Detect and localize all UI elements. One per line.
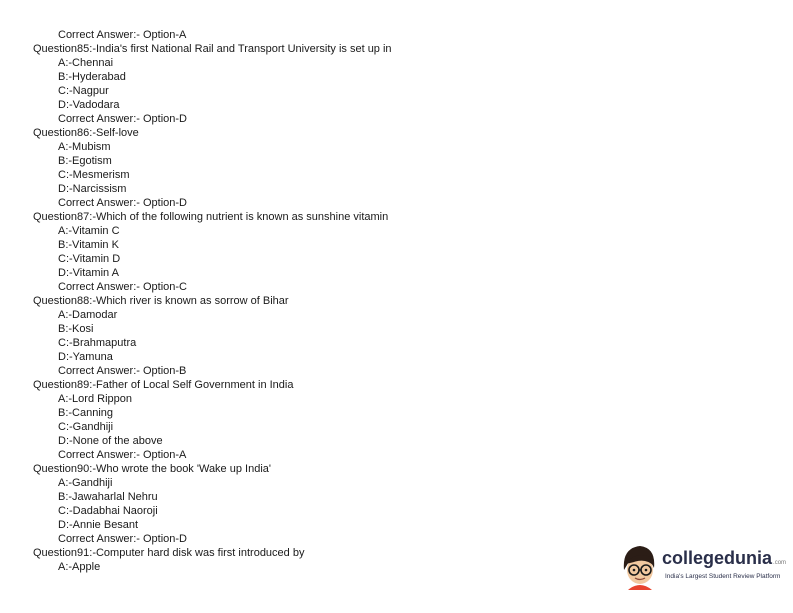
question-line: Question89:-Father of Local Self Government in India — [33, 379, 294, 391]
option-line: A:-Mubism — [58, 141, 111, 153]
option-line: C:-Gandhiji — [58, 421, 114, 433]
collegedunia-logo[interactable] — [620, 540, 787, 590]
option-line: D:-Vadodara — [58, 99, 120, 111]
question-line: Question87:-Which of the following nutrient is known as sunshine vitamin — [33, 211, 389, 223]
correct-answer-line: Correct Answer:- Option-D — [58, 113, 187, 125]
document-body — [33, 28, 593, 574]
correct-answer-line: Correct Answer:- Option-A — [58, 449, 187, 461]
option-line: A:-Lord Rippon — [58, 393, 132, 405]
option-line: D:-Narcissism — [58, 183, 127, 195]
correct-answer-line: Correct Answer:- Option-D — [58, 533, 187, 545]
brand-name: collegedunia.com — [662, 548, 787, 568]
option-line: A:-Chennai — [58, 57, 114, 69]
option-line: D:-Annie Besant — [58, 519, 139, 531]
option-line: D:-Yamuna — [58, 351, 113, 363]
option-line: C:-Vitamin D — [58, 253, 121, 265]
option-line: C:-Dadabhai Naoroji — [58, 505, 158, 517]
correct-answer-line: Correct Answer:- Option-A — [58, 29, 187, 41]
correct-answer-line: Correct Answer:- Option-B — [58, 365, 187, 377]
option-line: C:-Mesmerism — [58, 169, 130, 181]
option-line: A:-Apple — [58, 561, 101, 573]
option-line: A:-Damodar — [58, 309, 118, 321]
option-line: B:-Egotism — [58, 155, 112, 167]
option-line: B:-Kosi — [58, 323, 94, 335]
option-line: B:-Vitamin K — [58, 239, 119, 251]
correct-answer-line: Correct Answer:- Option-C — [58, 281, 187, 293]
option-line: B:-Canning — [58, 407, 114, 419]
option-line: D:-Vitamin A — [58, 267, 119, 279]
option-line: D:-None of the above — [58, 435, 163, 447]
option-line: B:-Jawaharlal Nehru — [58, 491, 158, 503]
option-line: C:-Nagpur — [58, 85, 109, 97]
option-line: A:-Gandhiji — [58, 477, 113, 489]
brand-tagline: India's Largest Student Review Platform — [665, 573, 781, 580]
question-line: Question88:-Which river is known as sorrow of Bihar — [33, 295, 289, 307]
question-line: Question86:-Self-love — [33, 127, 139, 139]
option-line: C:-Brahmaputra — [58, 337, 137, 349]
question-line: Question90:-Who wrote the book 'Wake up India' — [33, 463, 271, 475]
question-line: Question85:-India's first National Rail and Transport University is set up in — [33, 43, 392, 55]
correct-answer-line: Correct Answer:- Option-D — [58, 197, 187, 209]
option-line: A:-Vitamin C — [58, 225, 120, 237]
mascot-icon — [620, 540, 660, 590]
option-line: B:-Hyderabad — [58, 71, 126, 83]
question-line: Question91:-Computer hard disk was first introduced by — [33, 547, 305, 559]
